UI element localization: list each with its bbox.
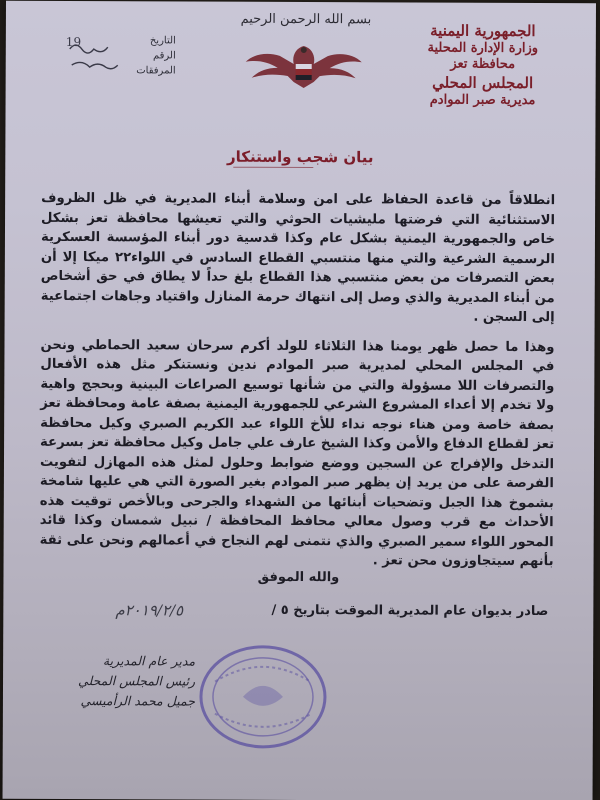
- reference-block: [66, 35, 176, 80]
- closing-line: والله الموفق: [257, 569, 340, 586]
- statement-title: بيان شجب واستنكار: [227, 147, 374, 167]
- letterhead-governorate: محافظة تعز: [450, 56, 516, 72]
- letterhead-country: الجمهورية اليمنية: [430, 21, 536, 41]
- body-paragraph-1: انطلاقاً من قاعدة الحفاظ على امن وسلامة أبناء المديرية في ظل الظروف الاستثنائية التي فرضتها مليشيات الحوثي والتي تعيشها محافظة تعز بشكل خاص والجمهورية اليمنية بشكل عام وكذا قدسية دور أبناء المؤسسة العسكرية الرسمية الشرعية والتي منها منتسبي القطاع السادس في اللواء٢٢ ميكا إلا أن بعض التصرفات من بعض منتسبي هذا القطاع بلغ حداً لا يطاق في حق أشخاص من أبناء المديرية والذي وصل إلى انتهاك حرمة المنازل واقتياد وجاهات اجتماعية إلى السجن .: [40, 190, 556, 326]
- signatory-name: جميل محمد الرأميسي: [80, 693, 195, 709]
- handwritten-date: ٢٠١٩/٢/٥م: [115, 601, 184, 620]
- body-paragraph-2: وهذا ما حصل ظهر يومنا هذا الثلاثاء للولد أكرم سرحان سعيد الحماطي ونحن في المجلس المحلي لمديرية صبر الموادم ندين ونستنكر مثل هذه الأفعال والتصرفات اللا مسؤولة والتي من شأنها توسيع الصراعات البينية وبحجج واهية ولا تخدم إلا أعداء المشروع الشرعي للجمهورية اليمنية بصفة عامة ومحافظة تعز بصفة خاصة ومن هناء نوجه نداء للأخ اللواء عبد الكريم الصبري وكيل محافظة تعز لقطاع الدفاع والأمن وكذا الشيخ عارف علي جامل وكيل محافظة تعز بسرعة التدخل والإفراج عن السجين ووضع ضوابط وحلول لمثل هذه المهازل لتفويت الفرصة على من يريد إن يظهر صبر الموادم بغير الصورة التي هي عليها شامخة بشموخ هذا الجبل وتضحيات أبنائها من الشهداء والجرحى وبالأخص توقيت هذه الأحداث مع قرب وصول معالي محافظ المحافظة / نبيل شمسان وكذا قائد المحور اللواء سمير الصبري والذي نتمنى لهم النجاح في أعمالهم ونحن على ثقة بأنهم سيتجاوزون محن تعز .: [39, 337, 555, 570]
- official-stamp-icon: [195, 642, 330, 753]
- date-value: 19: [65, 34, 82, 50]
- letterhead-right: [408, 20, 558, 109]
- eagle-emblem-icon: [244, 38, 364, 95]
- signature-block: [45, 651, 195, 712]
- letter-page: [3, 1, 596, 800]
- basmala: بسم الله الرحمن الرحيم: [240, 11, 372, 28]
- statement-body: [39, 189, 555, 582]
- title-underline: [233, 167, 313, 168]
- letterhead-council: المجلس المحلي: [432, 73, 534, 93]
- issued-line: صادر بديوان عام المديرية الموقت بتاريخ ٥ /: [271, 602, 549, 620]
- handwritten-ref-scribble-icon: [65, 34, 146, 77]
- attachments-row: المرفقات: [136, 65, 176, 77]
- number-row: الرقم: [152, 50, 176, 62]
- date-row: التاريخ 19: [65, 34, 176, 50]
- letterhead-ministry: وزارة الإدارة المحلية: [427, 40, 539, 57]
- letterhead-district: مديرية صبر الموادم: [429, 92, 536, 109]
- signatory-title-2: رئيس المجلس المحلي: [78, 673, 196, 689]
- signatory-title-1: مدير عام المديرية: [102, 653, 196, 669]
